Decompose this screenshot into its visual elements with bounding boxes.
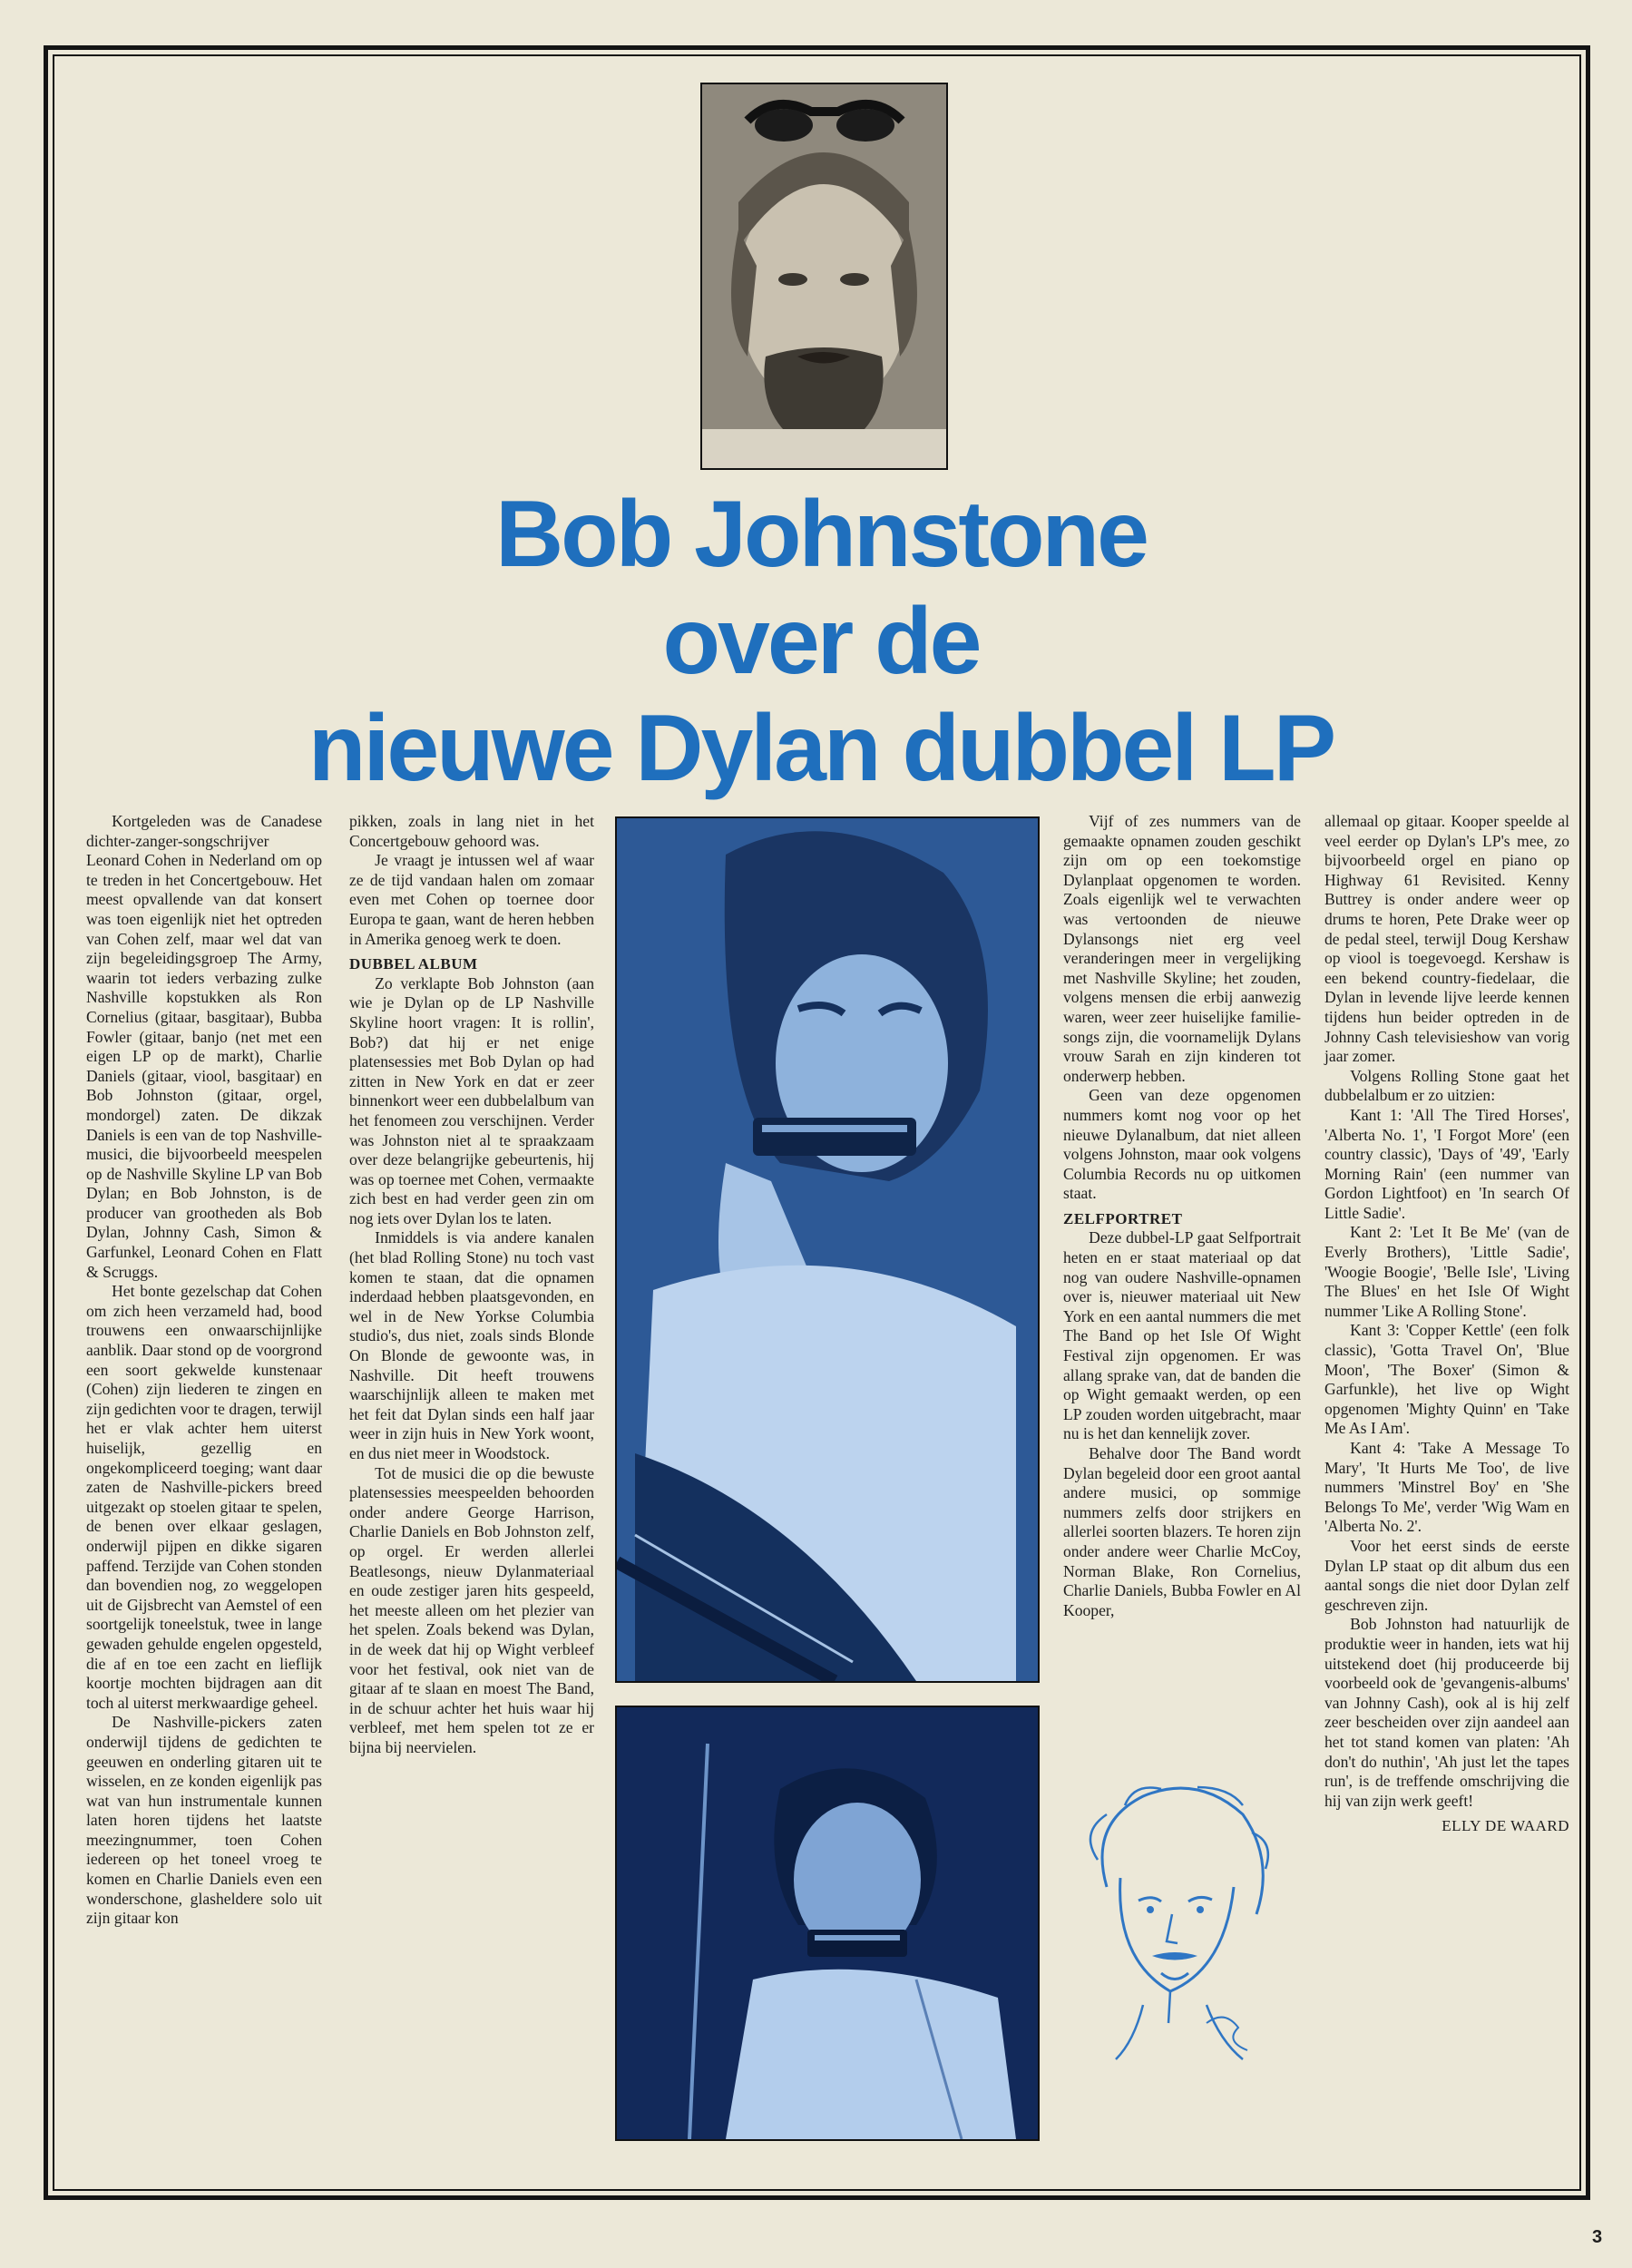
headline-line-2: over de: [662, 589, 980, 694]
col3-paragraph-2: Geen van deze opgenomen nummers komt nog voor op het nieuwe Dylanalbum, dat niet alleen volgens Johnston, maar ook volgens Columbia Records nu op uitkomen staat.: [1063, 1086, 1301, 1203]
section-heading-zelfportret: ZELFPORTRET: [1063, 1209, 1183, 1227]
col4-paragraph-3: Kant 1: 'All The Tired Horses', 'Alberta No. 1', 'I Forgot More' (een country classic), 'Days of '49', 'Early Morning Rain' (een nummer van Gordon Lightfoot) en 'In search Of Little Sadie'.: [1324, 1105, 1569, 1222]
article-column-4: [1324, 812, 1569, 1836]
col4-paragraph-7: Voor het eerst sinds de eerste Dylan LP staat op dit album dus een aantal songs die niet door Dylan zelf geschreven zijn.: [1324, 1536, 1569, 1614]
dylan-photo-harmonica: [615, 1706, 1040, 2141]
col2-paragraph-1: pikken, zoals in lang niet in het Concertgebouw gehoord was.: [349, 812, 594, 850]
portrait-photo: [700, 83, 948, 470]
caricature-illustration: [1070, 1778, 1284, 2068]
col4-paragraph-2: Volgens Rolling Stone gaat het dubbelalbum er zo uitzien:: [1324, 1066, 1569, 1105]
article-headline: [218, 481, 1424, 802]
col2-paragraph-3: Zo verklapte Bob Johnston (aan wie je Dylan op de LP Nashville Skyline hoort vragen: It is rollin', Bob?) dat hij er net enige platensessies met Bob Dylan op had zitten in New York en dat er zeer binnenkort weer een dubbelalbum van het fenomeen zou verschijnen. Verder was Johnston niet al te spraakzaam over deze belangrijke gebeurtenis, hij was op toernee met Cohen, vermaakte zich best en had verder geen zin om nog iets over Dylan los te laten.: [349, 973, 594, 1227]
dylan-photo-1-illustration: [617, 818, 1038, 1681]
col1-paragraph-1: Kortgeleden was de Canadese dichter-zanger-songschrijver Leonard Cohen in Nederland om op te treden in het Concertgebouw. Het meest opvallende van dat konsert was toen eigenlijk niet het optreden van Cohen zelf, maar wel dat van zijn begeleidingsgroep The Army, waarin tot ieders verbazing zulke Nashville kopstukken als Ron Cornelius (gitaar, basgitaar), Bubba Fowler (gitaar, banjo (net met een eigen LP op de markt), Charlie Daniels (gitaar, viool, basgitaar) en Bob Johnston (gitaar, orgel, mondorgel) zaten. De dikzak Daniels is een van de top Nashville-musici, die bijvoorbeeld meespelen op de Nashville Skyline LP van Bob Dylan; en Bob Johnston, is de producer van grootheden als Bob Dylan, Johnny Cash, Simon & Garfunkel, Leonard Cohen en Flatt & Scruggs.: [86, 812, 322, 1281]
dylan-photo-2-illustration: [617, 1707, 1038, 2139]
article-column-1: [86, 812, 322, 1929]
dylan-photo-harmonica-guitar: [615, 816, 1040, 1683]
col2-paragraph-5: Tot de musici die op die bewuste platensessies meespeelden behoorden onder andere George Harrison, Charlie Daniels en Bob Johnston zelf, op orgel. Er werden allerlei Beatlesongs, nieuw Dylanmateriaal en oude zestiger jaren hits gespeeld, het meeste alleen om het plezier van het spelen. Zoals bekend was Dylan, in de week dat hij op Wight verbleef voor het festival, ook niet van de gitaar af te slaan en moest The Band, in de schuur achter het huis waar hij verbleef, met hem spelen tot ze er bijna bij neervielen.: [349, 1463, 594, 1756]
col4-paragraph-4: Kant 2: 'Let It Be Me' (van de Everly Brothers), 'Little Sadie', 'Woogie Boogie', 'Belle Isle', 'Living The Blues' en het Isle Of Wight nummer 'Like A Rolling Stone'.: [1324, 1223, 1569, 1320]
col2-paragraph-4: Inmiddels is via andere kanalen (het blad Rolling Stone) nu toch vast komen te staan, dat die opnamen inderdaad hebben plaatsgevonden, en wel in de New Yorkse Columbia studio's, dus niet, zoals sinds Blonde On Blonde de gewoonte was, in Nashville. Dit heeft trouwens waarschijnlijk alleen te maken met het feit dat Dylan sinds een half jaar weer in zijn huis in New York woont, en dus niet meer in Woodstock.: [349, 1228, 594, 1462]
col4-paragraph-5: Kant 3: 'Copper Kettle' (een folk classic), 'Gotta Travel On', 'Blue Moon', 'The Boxer' (Simon & Garfunkle), het live op Wight opgenomen 'Mighty Quinn' en 'Take Me As I Am'.: [1324, 1321, 1569, 1438]
col3-paragraph-3: Deze dubbel-LP gaat Selfportrait heten en er staat materiaal op dat nog van oudere Nashville-opnamen over is, nieuwer materiaal uit New York en een aantal nummers die met The Band op het Isle Of Wight Festival zijn opgenomen. Er was allang sprake van, dat de banden die op Wight gemaakt werden, op een LP zouden worden uitgebracht, maar nu is het dan kennelijk zover.: [1063, 1228, 1301, 1443]
dylan-caricature-sketch: [1070, 1778, 1284, 2068]
headline-line-1: Bob Johnstone: [495, 482, 1147, 587]
portrait-illustration: [702, 84, 946, 468]
col4-paragraph-6: Kant 4: 'Take A Message To Mary', 'It Hurts Me Too', de live nummers 'Minstrel Boy' en 'She Belongs To Me', verder 'Wig Wam en 'Alberta No. 2'.: [1324, 1439, 1569, 1536]
col4-paragraph-8: Bob Johnston had natuurlijk de produktie weer in handen, iets wat hij uitstekend doet (hij produceerde bij voorbeeld ook de 'gevangenis-albums' van Johnny Cash), ook al is hij zelf zeer bescheiden over zijn aandeel aan het tot stand komen van platen: 'Ah don't do nuthin', 'Ah just let the tapes run', is de treffende omschrijving die hij van zijn werk geeft!: [1324, 1615, 1569, 1810]
col3-paragraph-1: Vijf of zes nummers van de gemaakte opnamen zouden geschikt zijn om op een toekomstige Dylanplaat opgenomen te worden. Zoals eigenlijk wel te verwachten was vertoonden de nieuwe Dylansongs niet erg veel veranderingen meer in vergelijking met Nashville Skyline; het zouden, volgens mensen die erbij aanwezig waren, weer zeer huiselijke familie-songs zijn, die voornamelijk Dylans vrouw Sarah en zijn kinderen tot onderwerp hebben.: [1063, 812, 1301, 1085]
col4-paragraph-1: allemaal op gitaar. Kooper speelde al veel eerder op Dylan's LP's mee, zo bijvoorbeeld orgel en piano op Highway 61 Revisited. Kenny Buttrey is onder andere weer op drums te horen, Pete Drake weer op de pedal steel, terwijl Doug Kershaw op viool is toegevoegd. Kershaw is een bekend country-fiedelaar, die Dylan in levende lijve leerde kennen tijdens hun beider optreden in de Johnny Cash televisieshow van vorig jaar zomer.: [1324, 812, 1569, 1066]
author-byline: ELLY DE WAARD: [1441, 1817, 1569, 1835]
col3-paragraph-4: Behalve door The Band wordt Dylan begeleid door een groot aantal andere musici, op sommige nummers zelfs door strijkers en allerlei soorten blazers. Te horen zijn onder andere weer Charlie McCoy, Norman Blake, Ron Cornelius, Charlie Daniels, Bubba Fowler en Al Kooper,: [1063, 1444, 1301, 1619]
headline-line-3: nieuwe Dylan dubbel LP: [308, 696, 1334, 801]
article-column-2: [349, 812, 594, 1758]
col1-paragraph-2: Het bonte gezelschap dat Cohen om zich heen verzameld had, bood trouwens een onwaarschijnlijke aanblik. Daar stond op de voorgrond een soort gekwelde kunstenaar (Cohen) zijn liederen te zingen en zijn gedichten voor te dragen, terwijl het er vlak achter hem uiterst huiselijk, gezellig en ongekompliceerd toeging; want daar zaten de Nashville-pickers breed uitgezakt op stoelen gitaar te spelen, de benen over elkaar geslagen, onderwijl pijpen en dikke sigaren paffend. Terzijde van Cohen stonden dan bovendien nog, zo weggelopen uit de Gijsbrecht van Aemstel of een soortgelijk toneelstuk, twee in lange gewaden gehulde engelen opgesteld, die af en toe een zacht en lieflijk koortje mochten bijdragen aan dit toch al uiterst merkwaardige geheel.: [86, 1282, 322, 1712]
page-number: 3: [1592, 2227, 1603, 2247]
col1-paragraph-3: De Nashville-pickers zaten onderwijl tijdens de gedichten te geeuwen en onderling gitaren uit te wisselen, en ze konden eigenlijk pas wat van hun instrumentale kunnen laten horen tijdens het laatste meezingnummer, toen Cohen iedereen op het toneel vroeg te komen en Charlie Daniels even een wonderschone, glasheldere solo uit zijn gitaar kon: [86, 1713, 322, 1928]
article-column-3: [1063, 812, 1301, 1620]
section-heading-dubbel-album: DUBBEL ALBUM: [349, 955, 478, 973]
col2-paragraph-2: Je vraagt je intussen wel af waar ze de tijd vandaan halen om zomaar even met Cohen op toernee door Europa te gaan, want de heren hebben in Amerika genoeg werk te doen.: [349, 851, 594, 948]
